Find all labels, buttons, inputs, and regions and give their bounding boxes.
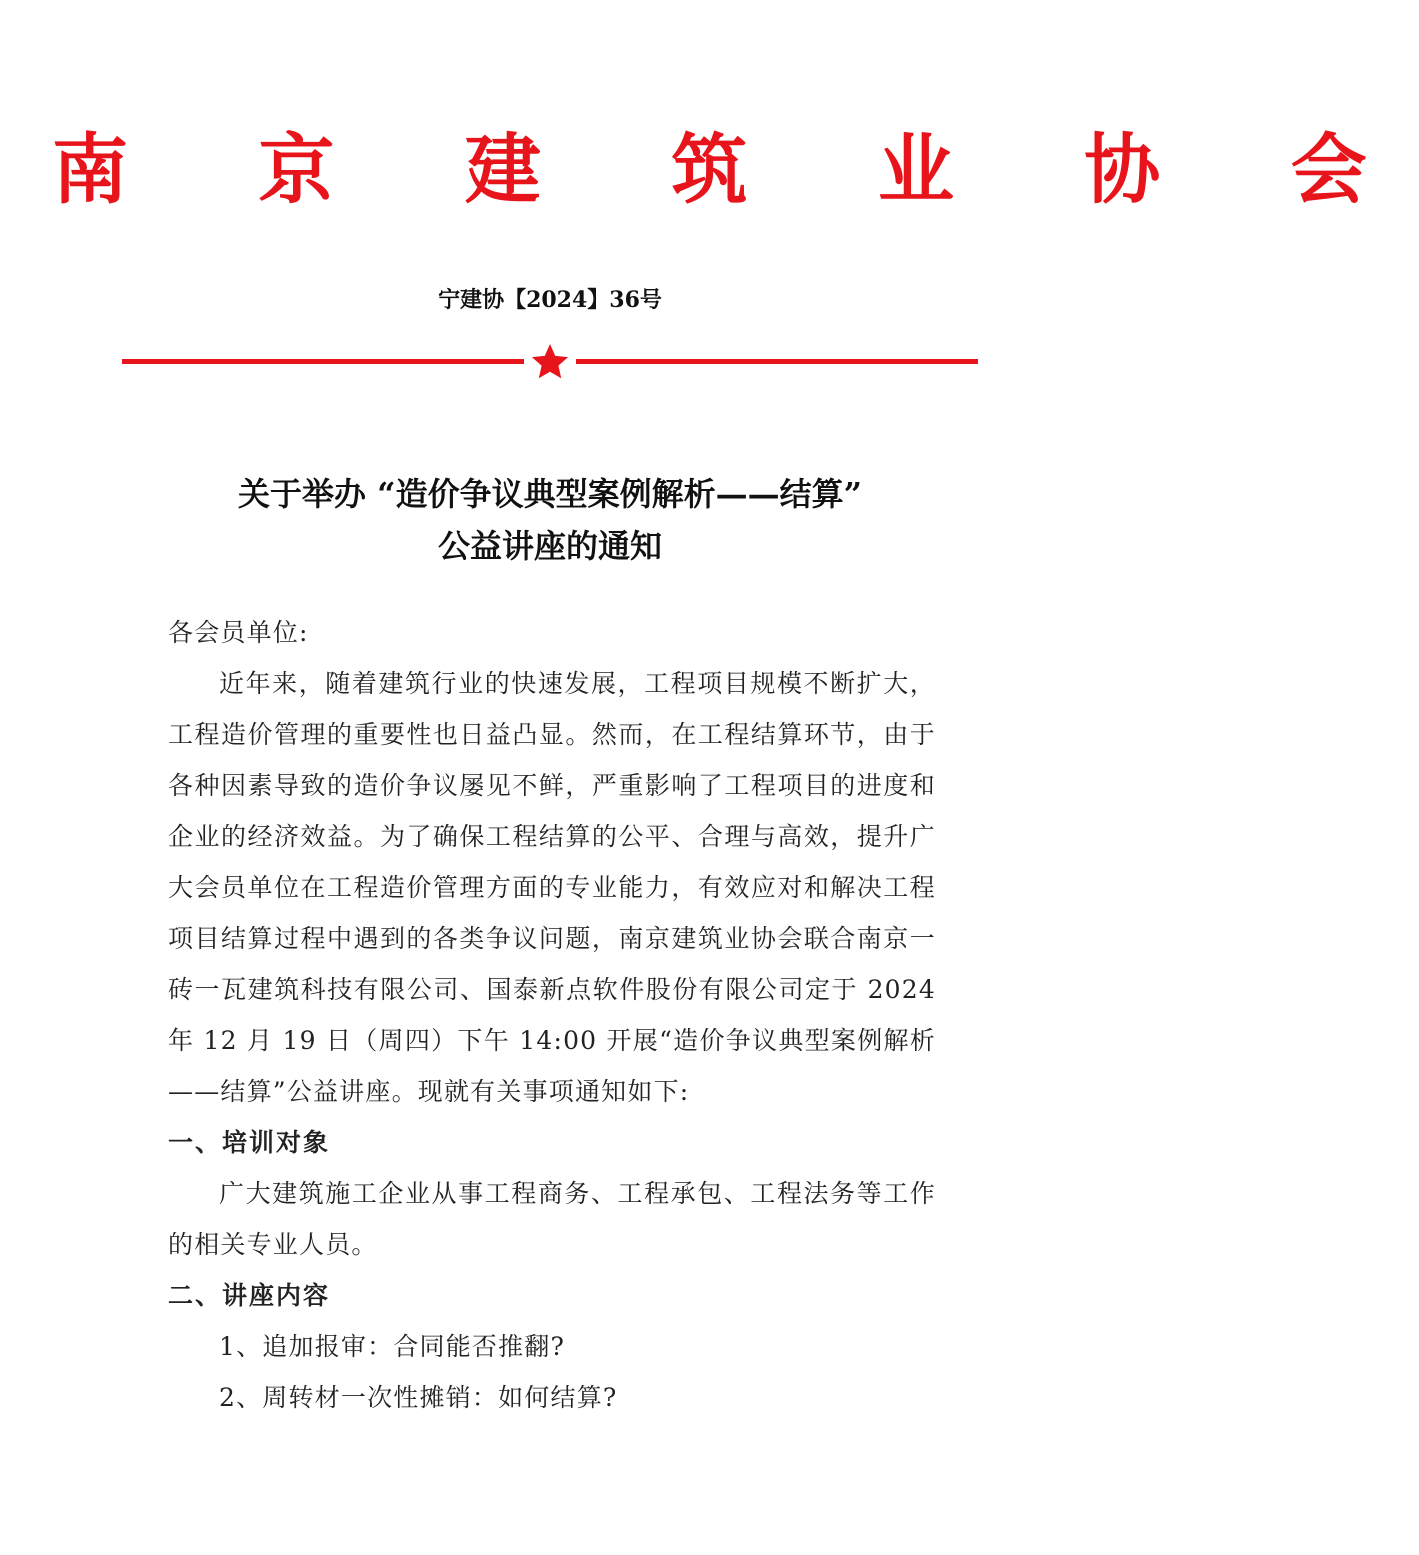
document-number: 宁建协【2024】36号	[438, 287, 662, 313]
notice-body	[168, 607, 936, 1423]
section-heading-content: 二、讲座内容	[168, 1281, 331, 1310]
content-item-1: 1、追加报审：合同能否推翻?	[219, 1332, 566, 1361]
notice-title	[0, 468, 1100, 572]
divider-line-right	[576, 359, 978, 364]
divider-line-left	[122, 359, 524, 364]
intro-paragraph: 近年来，随着建筑行业的快速发展，工程项目规模不断扩大，工程造价管理的重要性也日益凸显。然而，在工程结算环节，由于各种因素导致的造价争议屡见不鲜，严重影响了工程项目的进度和企业的经济效益。为了确保工程结算的公平、合理与高效，提升广大会员单位在工程造价管理方面的专业能力，有效应对和解决工程项目结算过程中遇到的各类争议问题，南京建筑业协会联合南京一砖一瓦建筑科技有限公司、国泰新点软件股份有限公司定于 2024 年 12 月 19 日（周四）下午 14:00 开展“造价争议典型案例解析——结算”公益讲座。现就有关事项通知如下:	[168, 669, 936, 1106]
notice-title-line2: 公益讲座的通知	[437, 527, 662, 565]
audience-paragraph: 广大建筑施工企业从事工程商务、工程承包、工程法务等工作的相关专业人员。	[168, 1179, 936, 1259]
content-item-2: 2、周转材一次性摊销：如何结算?	[219, 1383, 618, 1412]
red-divider	[122, 342, 978, 382]
salutation: 各会员单位:	[168, 618, 309, 647]
section-heading-audience: 一、培训对象	[168, 1128, 331, 1157]
notice-title-line1: 关于举办 “造价争议典型案例解析——结算”	[238, 475, 862, 513]
star-icon	[532, 344, 568, 378]
organization-masthead: 南 京 建 筑 业 协 会	[52, 125, 1419, 214]
